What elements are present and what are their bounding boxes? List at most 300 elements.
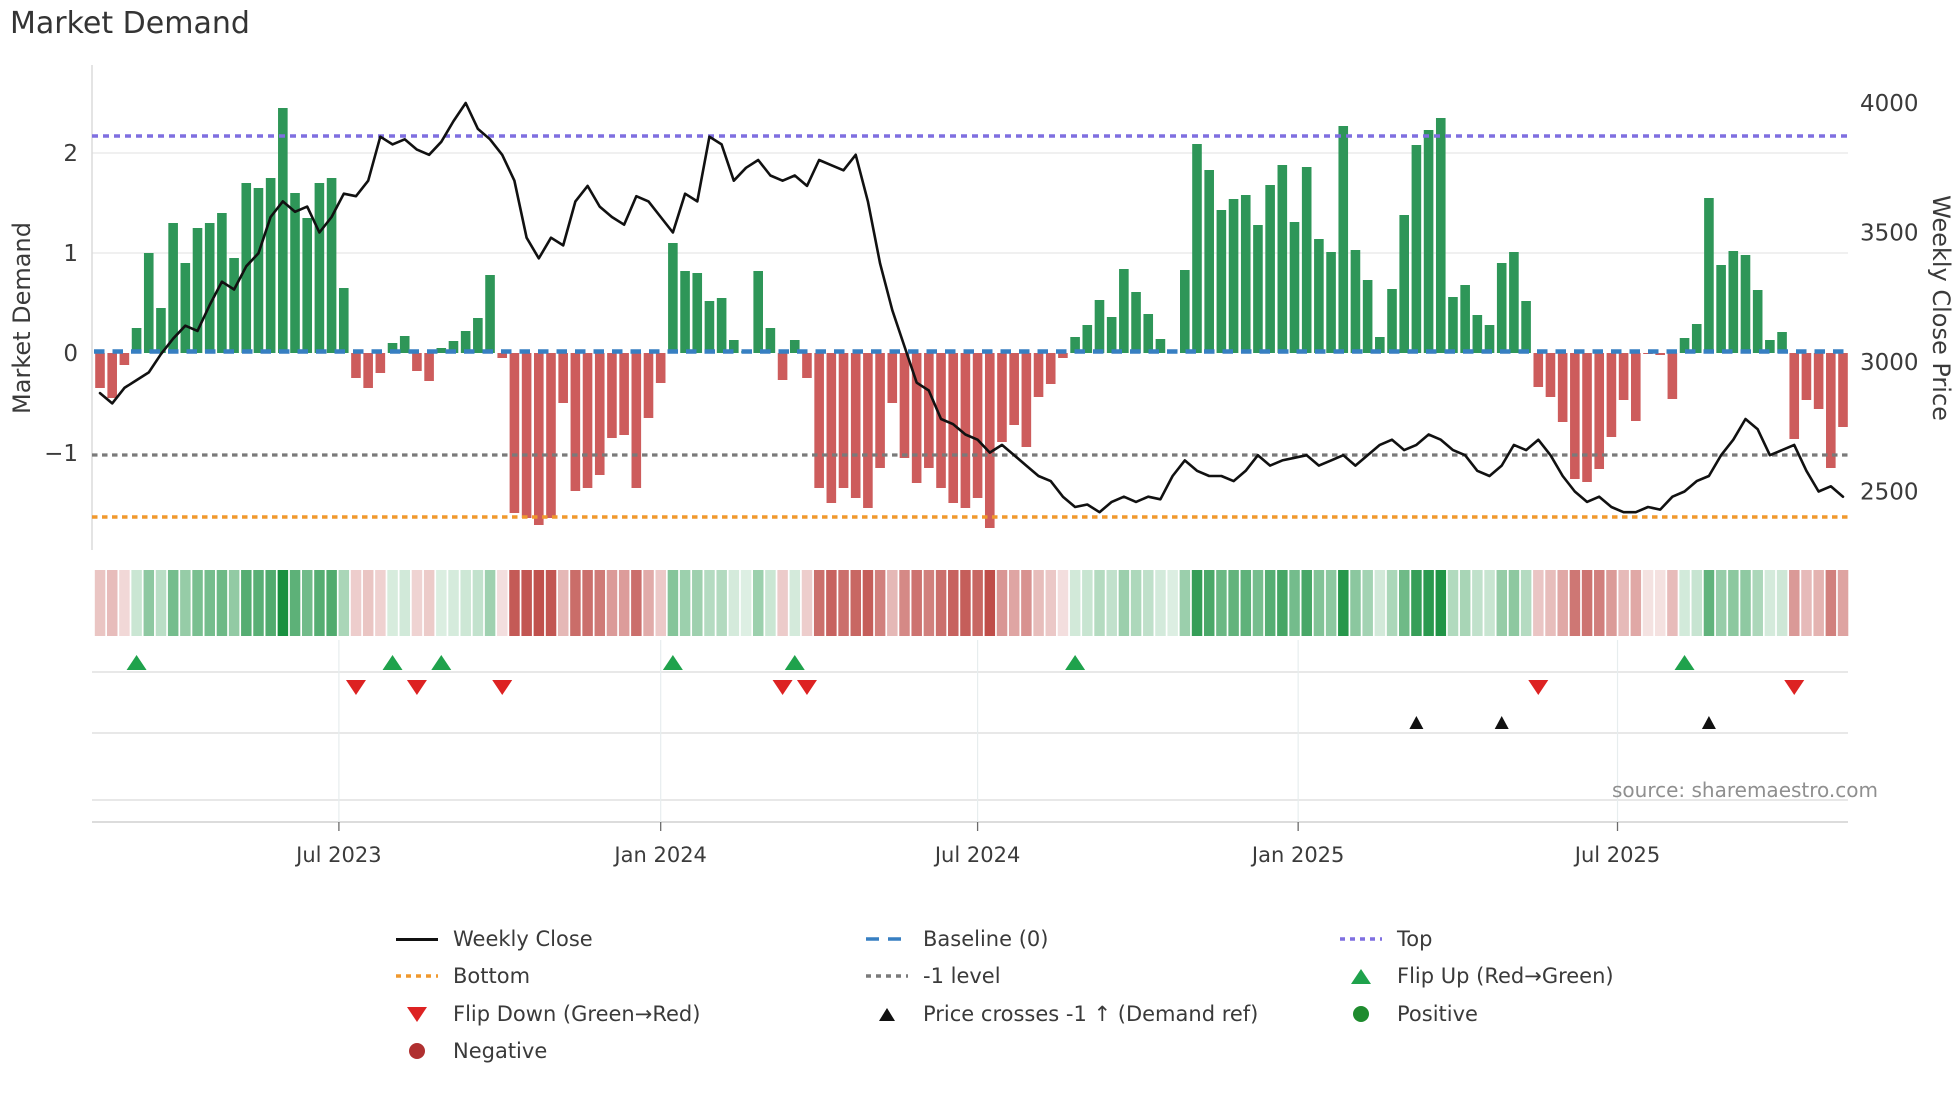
heatmap-cell: [95, 570, 105, 636]
demand-bar-negative: [985, 353, 995, 528]
x-tick-label: Jul 2024: [934, 843, 1021, 867]
heatmap-cell: [107, 570, 117, 636]
heatmap-cell: [1594, 570, 1604, 636]
legend-label: Baseline (0): [923, 927, 1049, 951]
legend-item-positive: [1338, 1002, 1478, 1026]
heatmap-cell: [412, 570, 422, 636]
demand-bar-positive: [193, 228, 203, 353]
flip-up-marker: [1065, 655, 1085, 670]
heatmap-cell: [1204, 570, 1214, 636]
legend-item-minus1: [864, 964, 1001, 988]
heatmap-cell: [924, 570, 934, 636]
heatmap-cell: [619, 570, 629, 636]
demand-bar-negative: [1594, 353, 1604, 469]
demand-bar-positive: [1241, 195, 1251, 353]
demand-bar-positive: [1521, 301, 1531, 353]
heatmap-cell: [1728, 570, 1738, 636]
flip-up-marker: [663, 655, 683, 670]
demand-bar-negative: [644, 353, 654, 418]
demand-bar-positive: [254, 188, 264, 353]
demand-bar-positive: [1082, 325, 1092, 353]
heatmap-cell: [339, 570, 349, 636]
demand-bar-positive: [1278, 165, 1288, 353]
demand-bar-negative: [924, 353, 934, 468]
heatmap-cell: [1631, 570, 1641, 636]
demand-bar-positive: [1290, 222, 1300, 353]
heatmap-cell: [314, 570, 324, 636]
demand-bar-positive: [1692, 324, 1702, 353]
flip-down-marker: [1784, 680, 1804, 695]
minus1-dotted-icon: [864, 972, 910, 980]
heatmap-cell: [680, 570, 690, 636]
heatmap-cell: [1801, 570, 1811, 636]
heatmap-cell: [595, 570, 605, 636]
weekly-close-line: [100, 103, 1843, 512]
legend-label: Flip Down (Green→Red): [453, 1002, 701, 1026]
heatmap-cell: [278, 570, 288, 636]
heatmap-cell: [1655, 570, 1665, 636]
heatmap-cell: [1813, 570, 1823, 636]
demand-bar-negative: [1570, 353, 1580, 479]
heatmap-cell: [460, 570, 470, 636]
demand-bar-positive: [1143, 314, 1153, 353]
legend-label: Positive: [1397, 1002, 1478, 1026]
heatmap-cell: [1777, 570, 1787, 636]
positive-circle-icon: [1338, 1006, 1384, 1022]
demand-bar-negative: [351, 353, 361, 378]
flip-up-triangle-icon: [1338, 969, 1384, 984]
demand-bar-positive: [1192, 144, 1202, 353]
demand-bar-positive: [1265, 185, 1275, 353]
x-tick-label: Jul 2025: [1574, 843, 1661, 867]
heatmap-cell: [655, 570, 665, 636]
demand-bar-positive: [1412, 145, 1422, 353]
heatmap-cell: [875, 570, 885, 636]
demand-bar-positive: [229, 258, 239, 353]
heatmap-cell: [814, 570, 824, 636]
demand-bar-positive: [1509, 252, 1519, 353]
heatmap-cell: [1533, 570, 1543, 636]
demand-bar-positive: [144, 253, 154, 353]
source-text: source: sharemaestro.com: [1612, 778, 1878, 802]
demand-bar-positive: [1131, 292, 1141, 353]
heatmap-cell: [765, 570, 775, 636]
heatmap-cell: [387, 570, 397, 636]
heatmap-cell: [1338, 570, 1348, 636]
demand-bar-negative: [1582, 353, 1592, 482]
demand-bar-positive: [278, 108, 288, 353]
heatmap-cell: [326, 570, 336, 636]
demand-bar-negative: [973, 353, 983, 498]
flip-down-marker: [346, 680, 366, 695]
heatmap-cell: [521, 570, 531, 636]
demand-bar-positive: [1229, 199, 1239, 353]
heatmap-cell: [790, 570, 800, 636]
demand-bar-negative: [1533, 353, 1543, 387]
flip-down-marker: [773, 680, 793, 695]
heatmap-cell: [1509, 570, 1519, 636]
heatmap-cell: [936, 570, 946, 636]
heatmap-cell: [838, 570, 848, 636]
weekly-close-line-icon: [394, 938, 440, 941]
x-tick-label: Jan 2024: [614, 843, 707, 867]
heatmap-cell: [400, 570, 410, 636]
baseline-dash-icon: [864, 935, 910, 943]
demand-bar-negative: [363, 353, 373, 388]
demand-bar-positive: [327, 178, 337, 353]
heatmap-cell: [1423, 570, 1433, 636]
demand-bar-negative: [1607, 353, 1617, 437]
demand-bar-negative: [1631, 353, 1641, 421]
heatmap-cell: [448, 570, 458, 636]
demand-bar-negative: [424, 353, 434, 381]
x-tick-label: Jul 2023: [296, 843, 382, 867]
heatmap-cell: [1241, 570, 1251, 636]
demand-bar-negative: [376, 353, 386, 373]
demand-bar-negative: [558, 353, 568, 403]
demand-bar-negative: [1668, 353, 1678, 399]
heatmap-cell: [1545, 570, 1555, 636]
legend-label: Flip Up (Red→Green): [1397, 964, 1614, 988]
heatmap-cell: [1411, 570, 1421, 636]
demand-bar-negative: [583, 353, 593, 488]
demand-bar-negative: [534, 353, 544, 525]
heatmap-cell: [607, 570, 617, 636]
flip-up-marker: [383, 655, 403, 670]
demand-bar-negative: [619, 353, 629, 435]
heatmap-cell: [704, 570, 714, 636]
heatmap-cell: [1058, 570, 1068, 636]
heatmap-cell: [1765, 570, 1775, 636]
heatmap-cell: [351, 570, 361, 636]
demand-bar-positive: [1180, 270, 1190, 353]
legend-item-flip-down: [394, 1002, 700, 1026]
demand-bar-positive: [1217, 210, 1227, 353]
heatmap-cell: [1106, 570, 1116, 636]
demand-bar-negative: [1814, 353, 1824, 409]
heatmap-cell: [436, 570, 446, 636]
heatmap-cell: [558, 570, 568, 636]
price-cross-marker: [1702, 716, 1716, 729]
demand-bar-negative: [802, 353, 812, 378]
heatmap-cell: [631, 570, 641, 636]
flip-down-marker: [797, 680, 817, 695]
heatmap-cell: [972, 570, 982, 636]
heatmap-cell: [1180, 570, 1190, 636]
legend-item-weekly-close: [394, 927, 593, 951]
demand-bar-negative: [1022, 353, 1032, 447]
demand-bar-positive: [705, 301, 715, 353]
legend-item-flip-up: [1338, 964, 1614, 988]
demand-bar-negative: [1009, 353, 1019, 425]
negative-circle-icon: [394, 1043, 440, 1059]
demand-bar-negative: [1619, 353, 1629, 400]
heatmap-cell: [753, 570, 763, 636]
demand-bar-negative: [1789, 353, 1799, 439]
demand-bar-negative: [863, 353, 873, 508]
demand-bar-negative: [997, 353, 1007, 442]
heatmap-cell: [1752, 570, 1762, 636]
flip-up-marker: [431, 655, 451, 670]
heatmap-cell: [1143, 570, 1153, 636]
demand-bar-positive: [1448, 297, 1458, 353]
legend-label: Bottom: [453, 964, 531, 988]
heatmap-cell: [1033, 570, 1043, 636]
demand-bar-negative: [839, 353, 849, 488]
demand-bar-positive: [680, 271, 690, 353]
demand-bar-positive: [1485, 325, 1495, 353]
heatmap-cell: [1570, 570, 1580, 636]
demand-bar-positive: [400, 336, 410, 353]
legend-item-baseline: [864, 927, 1048, 951]
heatmap-cell: [1009, 570, 1019, 636]
demand-bar-negative: [1826, 353, 1836, 468]
demand-bar-positive: [1473, 315, 1483, 353]
demand-bar-positive: [753, 271, 763, 353]
flip-down-triangle-icon: [394, 1007, 440, 1022]
price-cross-marker: [1409, 716, 1423, 729]
heatmap-cell: [1436, 570, 1446, 636]
demand-bar-positive: [1326, 252, 1336, 353]
heatmap-cell: [899, 570, 909, 636]
heatmap-cell: [1643, 570, 1653, 636]
demand-bar-negative: [607, 353, 617, 438]
demand-bar-negative: [900, 353, 910, 458]
heatmap-cell: [1375, 570, 1385, 636]
heatmap-cell: [424, 570, 434, 636]
heatmap-cell: [887, 570, 897, 636]
heatmap-cell: [1460, 570, 1470, 636]
heatmap-cell: [570, 570, 580, 636]
legend-item-negative: [394, 1039, 547, 1063]
heatmap-cell: [643, 570, 653, 636]
demand-bar-positive: [1351, 250, 1361, 353]
heatmap-cell: [668, 570, 678, 636]
demand-bar-negative: [1034, 353, 1044, 397]
legend-label: Negative: [453, 1039, 548, 1063]
demand-bar-positive: [668, 243, 678, 353]
demand-bar-positive: [1399, 215, 1409, 353]
heatmap-cell: [131, 570, 141, 636]
heatmap-cell: [729, 570, 739, 636]
demand-bar-positive: [1704, 198, 1714, 353]
flip-up-marker: [127, 655, 147, 670]
heatmap-cell: [582, 570, 592, 636]
demand-bar-negative: [107, 353, 117, 398]
heatmap-cell: [1448, 570, 1458, 636]
legend-item-price-cross: [864, 1002, 1258, 1026]
heatmap-cell: [1167, 570, 1177, 636]
demand-bar-positive: [315, 183, 325, 353]
heatmap-cell: [1399, 570, 1409, 636]
heatmap-cell: [1362, 570, 1372, 636]
demand-bar-negative: [1802, 353, 1812, 400]
heatmap-cell: [1253, 570, 1263, 636]
demand-bar-negative: [120, 353, 130, 365]
demand-bar-negative: [827, 353, 837, 503]
demand-bar-negative: [875, 353, 885, 468]
heatmap-cell: [1716, 570, 1726, 636]
heatmap-cell: [1131, 570, 1141, 636]
heatmap-cell: [863, 570, 873, 636]
heatmap-cell: [716, 570, 726, 636]
heatmap-cell: [1046, 570, 1056, 636]
legend-label: Price crosses -1 ↑ (Demand ref): [923, 1002, 1259, 1026]
flip-down-marker: [1528, 680, 1548, 695]
demand-bar-positive: [473, 318, 483, 353]
y-tick-label-price: 3500: [1860, 220, 1919, 247]
heatmap-cell: [1838, 570, 1848, 636]
y-tick-label-price: 4000: [1860, 91, 1919, 117]
heatmap-cell: [363, 570, 373, 636]
demand-bar-positive: [1204, 170, 1214, 353]
price-cross-triangle-icon: [864, 1008, 910, 1021]
heatmap-cell: [692, 570, 702, 636]
heatmap-cell: [253, 570, 263, 636]
demand-bar-positive: [1095, 300, 1105, 353]
demand-bar-positive: [1119, 269, 1129, 353]
demand-bar-positive: [1314, 239, 1324, 353]
heatmap-cell: [546, 570, 556, 636]
demand-bar-negative: [522, 353, 532, 518]
demand-bar-positive: [181, 263, 191, 353]
y-tick-label-demand: 1: [63, 241, 78, 267]
demand-bar-positive: [1741, 255, 1751, 353]
demand-bar-negative: [595, 353, 605, 475]
heatmap-cell: [1070, 570, 1080, 636]
demand-bar-negative: [1046, 353, 1056, 384]
demand-bar-negative: [546, 353, 556, 518]
heatmap-cell: [485, 570, 495, 636]
flip-down-marker: [407, 680, 427, 695]
demand-bar-negative: [510, 353, 520, 513]
demand-bar-positive: [1460, 285, 1470, 353]
demand-bar-negative: [1558, 353, 1568, 422]
heatmap-cell: [985, 570, 995, 636]
page-title: Market Demand: [10, 6, 250, 41]
heatmap-cell: [1826, 570, 1836, 636]
heatmap-cell: [144, 570, 154, 636]
legend-label: Top: [1397, 927, 1433, 951]
heatmap-cell: [1155, 570, 1165, 636]
heatmap-cell: [180, 570, 190, 636]
y-tick-label-demand: 2: [63, 141, 78, 167]
price-cross-marker: [1495, 716, 1509, 729]
y-tick-label-price: 3000: [1860, 350, 1919, 376]
demand-bar-positive: [156, 308, 166, 353]
demand-bar-positive: [436, 348, 446, 353]
heatmap-cell: [241, 570, 251, 636]
heatmap-cell: [192, 570, 202, 636]
demand-bar-negative: [851, 353, 861, 498]
heatmap-cell: [509, 570, 519, 636]
heatmap-cell: [851, 570, 861, 636]
heatmap-cell: [911, 570, 921, 636]
flip-up-marker: [785, 655, 805, 670]
heatmap-cell: [826, 570, 836, 636]
demand-bar-negative: [632, 353, 642, 488]
demand-bar-positive: [266, 178, 276, 353]
legend-item-top: [1338, 927, 1432, 951]
heatmap-cell: [473, 570, 483, 636]
bottom-dotted-icon: [394, 972, 440, 980]
heatmap-cell: [217, 570, 227, 636]
flip-down-marker: [492, 680, 512, 695]
demand-bar-negative: [814, 353, 824, 488]
heatmap-cell: [1192, 570, 1202, 636]
demand-bar-positive: [692, 273, 702, 353]
heatmap-cell: [156, 570, 166, 636]
legend-item-bottom: [394, 964, 530, 988]
demand-bar-negative: [656, 353, 666, 383]
heatmap-cell: [1618, 570, 1628, 636]
heatmap-cell: [1228, 570, 1238, 636]
heatmap-cell: [1350, 570, 1360, 636]
demand-bar-positive: [339, 288, 349, 353]
heatmap-cell: [119, 570, 129, 636]
demand-bar-positive: [1302, 167, 1312, 353]
heatmap-cell: [1472, 570, 1482, 636]
heatmap-cell: [1497, 570, 1507, 636]
heatmap-cell: [1326, 570, 1336, 636]
heatmap-cell: [290, 570, 300, 636]
legend-label: -1 level: [923, 964, 1001, 988]
demand-bar-positive: [290, 193, 300, 353]
heatmap-cell: [534, 570, 544, 636]
x-tick-label: Jan 2025: [1251, 843, 1345, 867]
top-dotted-icon: [1338, 935, 1384, 943]
heatmap-cell: [997, 570, 1007, 636]
heatmap-cell: [1789, 570, 1799, 636]
heatmap-cell: [1387, 570, 1397, 636]
demand-bar-negative: [1546, 353, 1556, 397]
demand-bar-positive: [1424, 130, 1434, 353]
heatmap-cell: [375, 570, 385, 636]
demand-bar-positive: [302, 218, 312, 353]
heatmap-cell: [1289, 570, 1299, 636]
flip-up-marker: [1675, 655, 1695, 670]
heatmap-cell: [1094, 570, 1104, 636]
demand-bar-positive: [205, 223, 215, 353]
y-tick-label-demand: −1: [44, 441, 78, 467]
y-tick-label-price: 2500: [1860, 479, 1919, 506]
heatmap-cell: [1021, 570, 1031, 636]
demand-bar-positive: [1338, 126, 1348, 353]
heatmap-cell: [1692, 570, 1702, 636]
heatmap-cell: [1704, 570, 1714, 636]
heatmap-cell: [1582, 570, 1592, 636]
heatmap-cell: [1740, 570, 1750, 636]
demand-bar-positive: [1729, 251, 1739, 353]
demand-bar-negative: [412, 353, 422, 371]
demand-bar-positive: [1716, 265, 1726, 353]
y-axis-label-demand: Market Demand: [8, 222, 36, 414]
demand-bar-negative: [571, 353, 581, 491]
heatmap-cell: [1277, 570, 1287, 636]
heatmap-cell: [1521, 570, 1531, 636]
heatmap-cell: [1119, 570, 1129, 636]
demand-bar-positive: [717, 298, 727, 353]
heatmap-cell: [302, 570, 312, 636]
heatmap-cell: [741, 570, 751, 636]
demand-bar-positive: [1436, 118, 1446, 353]
heatmap-cell: [265, 570, 275, 636]
demand-bar-positive: [1253, 225, 1263, 353]
heatmap-cell: [168, 570, 178, 636]
demand-bar-positive: [485, 275, 495, 353]
demand-bar-negative: [95, 353, 105, 388]
legend-label: Weekly Close: [453, 927, 593, 951]
